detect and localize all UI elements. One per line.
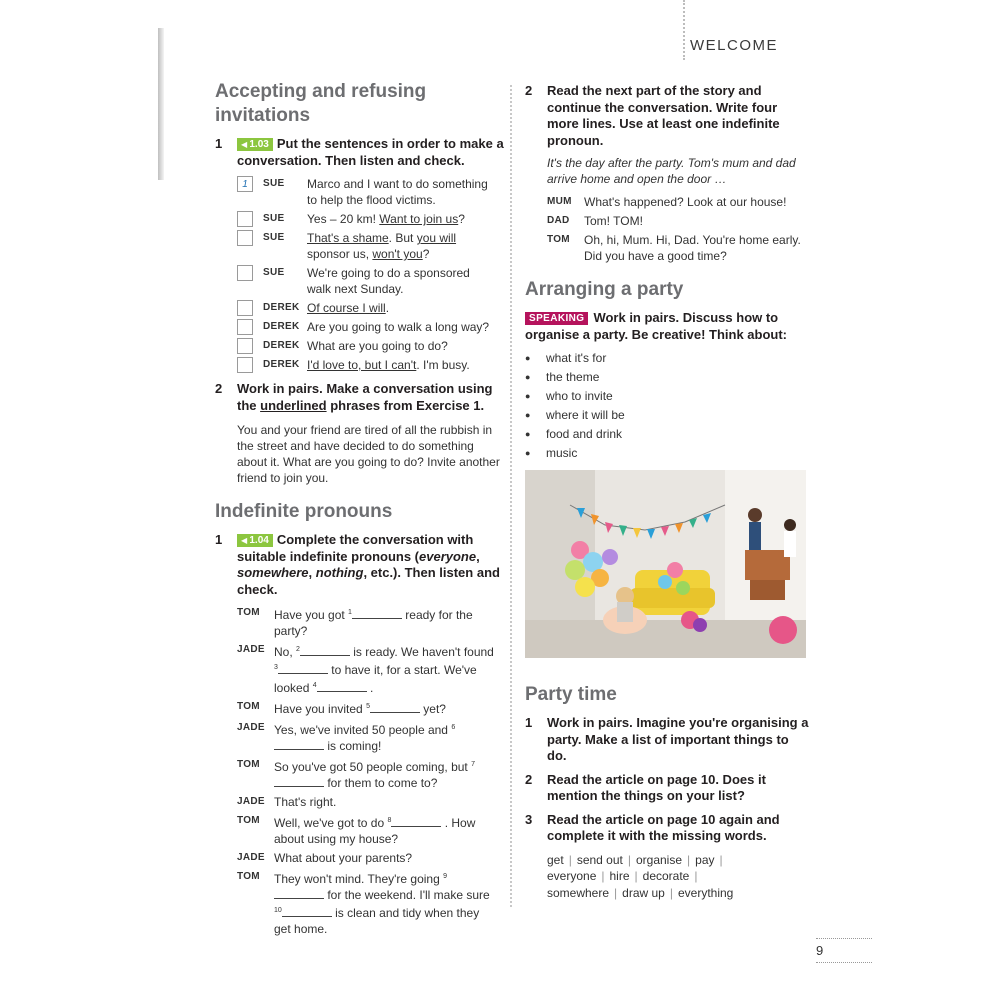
left-column [215, 80, 505, 937]
word-box: get | send out | organise | pay | everyone | hire | decorate | somewhere | draw up | everything [547, 852, 734, 900]
bullet-item: ● the theme [525, 370, 600, 384]
gap-1[interactable] [352, 608, 402, 619]
ordering-line: DEREK Are you going to walk a long way? [237, 319, 505, 335]
story-intro: It's the day after the party. Tom's mum and dad arrive home and open the door … [547, 156, 796, 186]
word-option: draw up [622, 885, 665, 900]
order-box[interactable] [237, 319, 253, 335]
heading-invitations: Accepting and refusing invitations [215, 81, 427, 126]
dialogue-line: TOM Have you got $^1$ ready for the party? [237, 607, 473, 638]
word-option: everyone [547, 869, 597, 883]
gap-7[interactable] [274, 776, 324, 787]
ordering-line: DEREK Of course I will. [237, 300, 505, 316]
page-number: 9 [816, 943, 824, 958]
order-box[interactable] [237, 357, 253, 373]
audio-track-badge[interactable]: ◀ 1.04 [237, 534, 273, 547]
word-option: send out [576, 852, 623, 867]
heading-party-time: Party time [525, 684, 617, 705]
exercise-2-story: 2 Read the next part of the story and continue the conversation. Write four more lines. Use at least one indefinite pronoun. [525, 83, 810, 149]
discussion-bullets [525, 349, 810, 463]
audio-track-badge[interactable]: ◀ 1.03 [237, 138, 273, 151]
exercise-2-invitations: 2 Work in pairs. Make a conversation using the underlined phrases from Exercise 1. [215, 381, 493, 413]
section-header: WELCOME [690, 37, 779, 54]
gapfill-dialogue [215, 605, 505, 937]
word-option: get [547, 852, 564, 867]
dialogue-line: DAD Tom! TOM! [547, 214, 643, 228]
ordering-line: SUE That's a shame. But you will sponsor us, won't you? [237, 230, 505, 262]
party-time-item: 2 Read the article on page 10. Does it mention the things on your list? [525, 771, 766, 803]
gap-9[interactable] [274, 888, 324, 899]
dialogue-line: JADE What about your parents? [237, 851, 413, 865]
word-option: organise [635, 852, 683, 867]
gap-3[interactable] [278, 663, 328, 674]
gap-6[interactable] [274, 739, 324, 750]
word-option: everything [677, 885, 734, 900]
ordering-line: SUE Yes – 20 km! Want to join us? [237, 211, 505, 227]
order-box[interactable] [237, 300, 253, 316]
gap-4[interactable] [317, 681, 367, 692]
dialogue-line: MUM What's happened? Look at our house! [547, 195, 787, 209]
party-time-section [525, 683, 810, 901]
bullet-item: ● what it's for [525, 351, 607, 365]
bullet-item: ● where it will be [525, 408, 625, 422]
word-option: hire [609, 869, 630, 883]
instruction: Read the next part of the story and continue the conversation. Write four more lines. Use at least one indefinite pronoun. [547, 83, 780, 148]
order-box[interactable] [237, 211, 253, 227]
party-time-item: 1 Work in pairs. Imagine you're organising a party. Make a list of important things to do. [525, 715, 809, 763]
order-box[interactable]: 1 [237, 176, 253, 192]
word-option: somewhere [547, 885, 610, 900]
dialogue-line: TOM Have you invited $^5$ yet? [237, 701, 446, 716]
exercise-1-invitations: 1 ◀ 1.03 Put the sentences in order to make a conversation. Then listen and check. [215, 136, 505, 169]
dialogue-line: TOM Well, we've got to do $^8$ . How about using my house? [237, 815, 476, 846]
speaking-task: SPEAKING Work in pairs. Discuss how to organise a party. Be creative! Think about: [525, 310, 787, 342]
dialogue-line: JADE No, $^2$ is ready. We haven't found $^3$ to have it, for a start. We've looked $^4$ . [237, 644, 494, 695]
page-fold-shadow [158, 28, 164, 180]
gap-2[interactable] [300, 645, 350, 656]
column-divider [510, 85, 512, 907]
dialogue-line: JADE Yes, we've invited 50 people and $^6$ is coming! [237, 722, 456, 753]
gap-5[interactable] [370, 702, 420, 713]
word-option: pay [695, 852, 715, 867]
ordering-line: 1 SUE Marco and I want to do something to help the flood victims. [237, 176, 505, 208]
order-box[interactable] [237, 338, 253, 354]
ordering-line: SUE We're going to do a sponsored walk next Sunday. [237, 265, 505, 297]
dialogue-line: TOM So you've got 50 people coming, but $^7$ for them to come to? [237, 759, 475, 790]
order-box[interactable] [237, 230, 253, 246]
heading-indefinite-pronouns: Indefinite pronouns [215, 501, 393, 522]
dialogue-line: TOM They won't mind. They're going $^9$ for the weekend. I'll make sure $^{10}$ is clean and tidy when they get home. [237, 871, 490, 936]
page-number-rule-bottom [816, 962, 872, 963]
ordering-list [215, 176, 505, 373]
exercise-1-pronouns: 1 ◀ 1.04 Complete the conversation with suitable indefinite pronouns (everyone, somewhere, nothing, etc.). Then listen and check. [215, 532, 505, 598]
scenario-paragraph: You and your friend are tired of all the rubbish in the street and have decided to do something about it. What are you going to do? Invite another friend to join you. [237, 423, 500, 485]
instruction: Put the sentences in order to make a conversation. Then listen and check. [237, 136, 504, 168]
story-dialogue [525, 194, 810, 264]
bullet-item: ● who to invite [525, 389, 613, 403]
header-divider [683, 0, 685, 60]
party-photo [525, 470, 806, 658]
heading-arranging-party: Arranging a party [525, 279, 684, 300]
gap-8[interactable] [391, 816, 441, 827]
right-column [525, 83, 810, 463]
dialogue-line: TOM Oh, hi, Mum. Hi, Dad. You're home early. Did you have a good time? [547, 233, 801, 263]
dialogue-line: JADE That's right. [237, 795, 337, 809]
gap-10[interactable] [282, 906, 332, 917]
bullet-item: ● music [525, 446, 578, 460]
word-option: decorate [642, 869, 690, 883]
bullet-item: ● food and drink [525, 427, 623, 441]
ordering-line: DEREK I'd love to, but I can't. I'm busy. [237, 357, 505, 373]
speaking-badge: SPEAKING [525, 312, 588, 325]
party-time-item: 3 Read the article on page 10 again and complete it with the missing words. [525, 811, 780, 843]
order-box[interactable] [237, 265, 253, 281]
ordering-line: DEREK What are you going to do? [237, 338, 505, 354]
page-number-rule-top [816, 938, 872, 939]
